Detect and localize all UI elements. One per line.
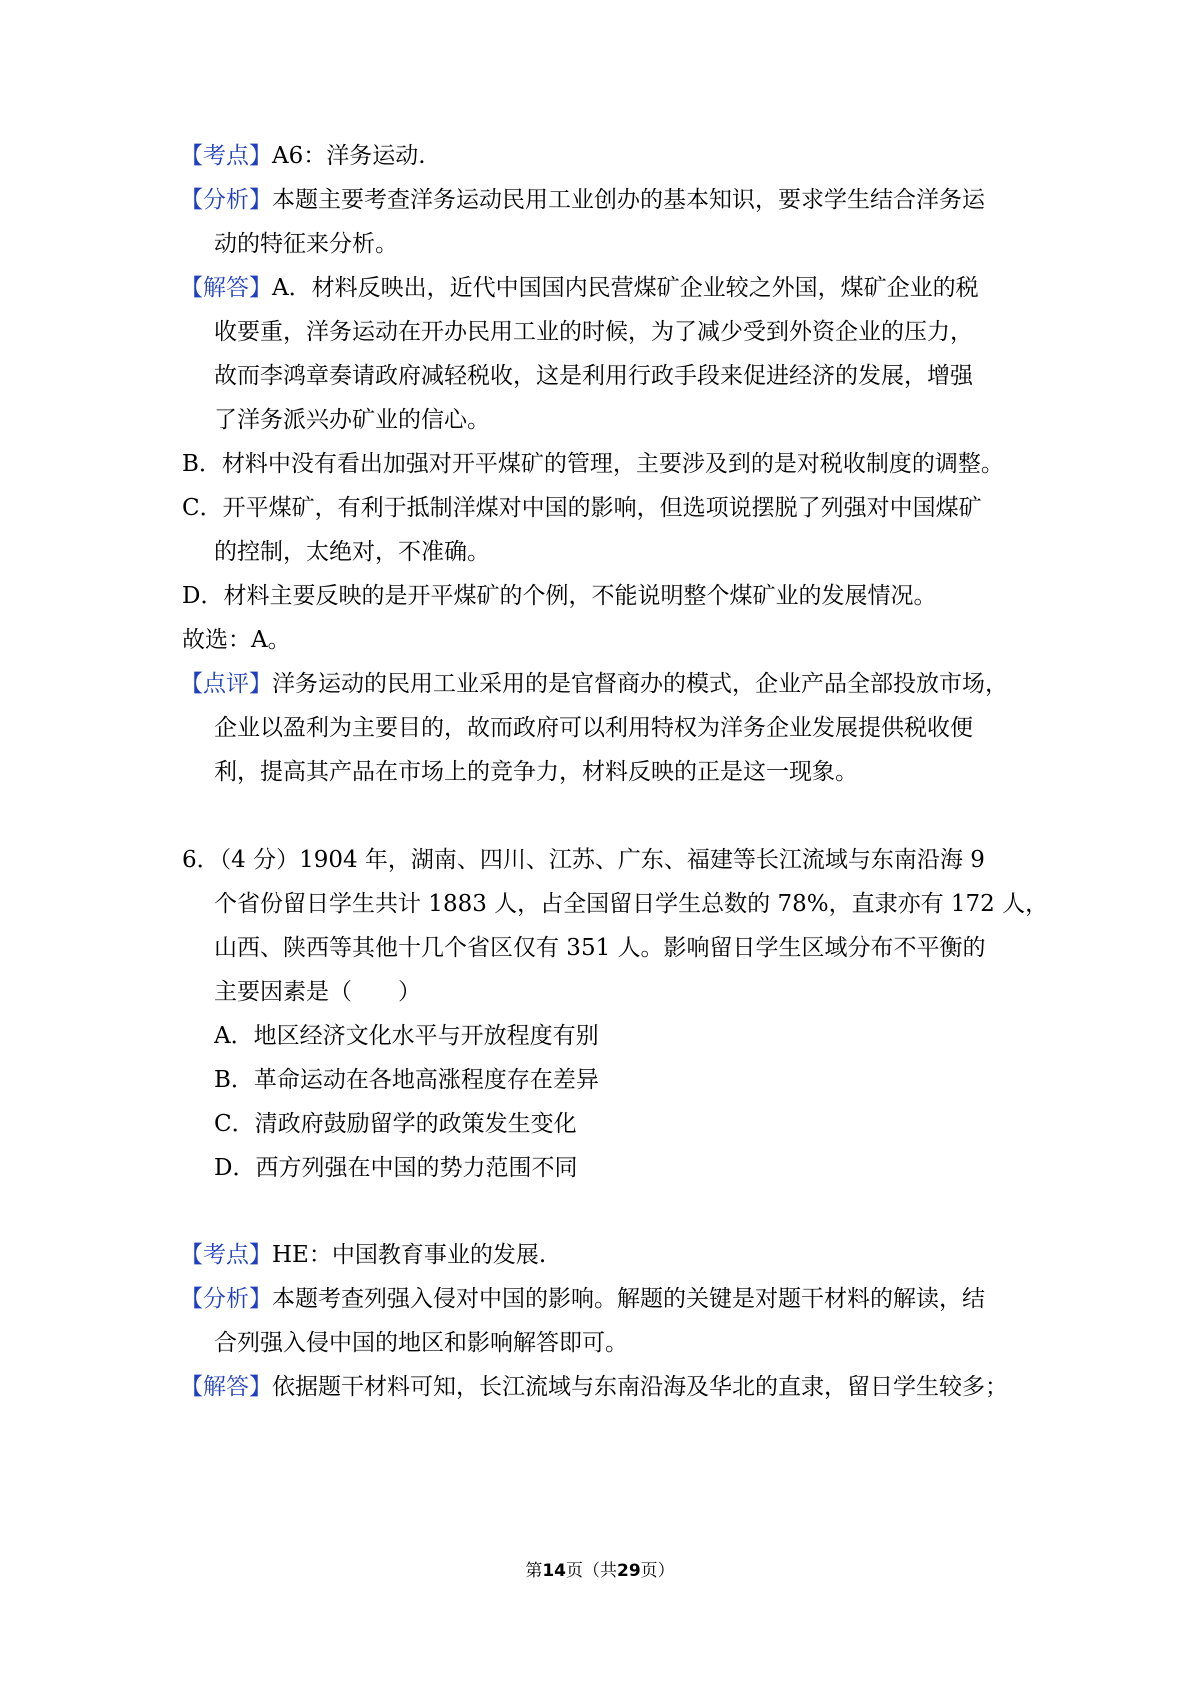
fenxi-line1: 本题考查列强入侵对中国的影响。解题的关键是对题干材料的解读，结 bbox=[272, 1286, 985, 1312]
footer-prefix: 第 bbox=[525, 1561, 543, 1581]
q6-stem-line4: 主要因素是（ ） bbox=[214, 979, 421, 1005]
q6-option-b: B．革命运动在各地高涨程度存在差异 bbox=[214, 1067, 599, 1093]
q6-stem-line2: 个省份留日学生共计 1883 人，占全国留日学生总数的 78%，直隶亦有 172 人， bbox=[214, 891, 1049, 917]
q6-fenxi-line2: 合列强入侵中国的地区和影响解答即可。 bbox=[214, 1330, 628, 1356]
kaodian-tag: 【考点】 bbox=[180, 143, 272, 169]
jieda-line1: 依据题干材料可知，长江流域与东南沿海及华北的直隶，留日学生较多； bbox=[272, 1374, 1008, 1400]
kaodian-text: HE：中国教育事业的发展. bbox=[272, 1242, 547, 1268]
q6-kaodian bbox=[0, 1240, 1200, 1270]
q5-jieda-line2: 收要重，洋务运动在开办民用工业的时候，为了减少受到外资企业的压力， bbox=[214, 319, 973, 345]
footer-total-pages: 29 bbox=[617, 1561, 641, 1581]
page-footer bbox=[0, 1560, 1200, 1582]
footer-middle: 页（共 bbox=[566, 1561, 617, 1581]
footer-page-number: 14 bbox=[542, 1561, 566, 1581]
q5-answer: 故选：A。 bbox=[182, 627, 291, 653]
q6-option-a: A．地区经济文化水平与开放程度有别 bbox=[214, 1023, 599, 1049]
kaodian-tag: 【考点】 bbox=[180, 1242, 272, 1268]
q5-fenxi-line2: 动的特征来分析。 bbox=[214, 231, 398, 257]
q6-stem-line3: 山西、陕西等其他十几个省区仅有 351 人。影响留日学生区域分布不平衡的 bbox=[214, 935, 986, 961]
q5-kaodian bbox=[0, 141, 1200, 171]
q5-jieda-line3: 故而李鸿章奏请政府减轻税收，这是利用行政手段来促进经济的发展，增强 bbox=[214, 363, 973, 389]
fenxi-tag: 【分析】 bbox=[180, 1286, 272, 1312]
q5-option-c-analysis: C．开平煤矿，有利于抵制洋煤对中国的影响，但选项说摆脱了列强对中国煤矿 bbox=[182, 495, 982, 521]
kaodian-text: A6：洋务运动. bbox=[272, 143, 426, 169]
q6-option-c: C．清政府鼓励留学的政策发生变化 bbox=[214, 1111, 577, 1137]
q5-dianping-line2: 企业以盈利为主要目的，故而政府可以利用特权为洋务企业发展提供税收便 bbox=[214, 715, 973, 741]
q5-dianping bbox=[0, 669, 1200, 699]
q5-fenxi bbox=[0, 185, 1200, 215]
jieda-line1: A．材料反映出，近代中国国内民营煤矿企业较之外国，煤矿企业的税 bbox=[272, 275, 979, 301]
q6-option-d: D．西方列强在中国的势力范围不同 bbox=[214, 1155, 578, 1181]
jieda-tag: 【解答】 bbox=[180, 1374, 272, 1400]
q5-jieda bbox=[0, 273, 1200, 303]
q6-stem-line1: 6．（4 分）1904 年，湖南、四川、江苏、广东、福建等长江流域与东南沿海 9 bbox=[182, 847, 985, 873]
q5-dianping-line3: 利，提高其产品在市场上的竞争力，材料反映的正是这一现象。 bbox=[214, 759, 858, 785]
q6-jieda bbox=[0, 1372, 1200, 1402]
q5-option-b-analysis: B．材料中没有看出加强对开平煤矿的管理，主要涉及到的是对税收制度的调整。 bbox=[182, 451, 1004, 477]
dianping-line1: 洋务运动的民用工业采用的是官督商办的模式，企业产品全部投放市场， bbox=[272, 671, 1008, 697]
q6-fenxi bbox=[0, 1284, 1200, 1314]
dianping-tag: 【点评】 bbox=[180, 671, 272, 697]
q5-option-d-analysis: D．材料主要反映的是开平煤矿的个例，不能说明整个煤矿业的发展情况。 bbox=[182, 583, 937, 609]
q5-option-c-analysis-line2: 的控制，太绝对，不准确。 bbox=[214, 539, 490, 565]
fenxi-line1: 本题主要考查洋务运动民用工业创办的基本知识，要求学生结合洋务运 bbox=[272, 187, 985, 213]
jieda-tag: 【解答】 bbox=[180, 275, 272, 301]
q5-jieda-line4: 了洋务派兴办矿业的信心。 bbox=[214, 407, 490, 433]
footer-suffix: 页） bbox=[640, 1561, 675, 1581]
fenxi-tag: 【分析】 bbox=[180, 187, 272, 213]
